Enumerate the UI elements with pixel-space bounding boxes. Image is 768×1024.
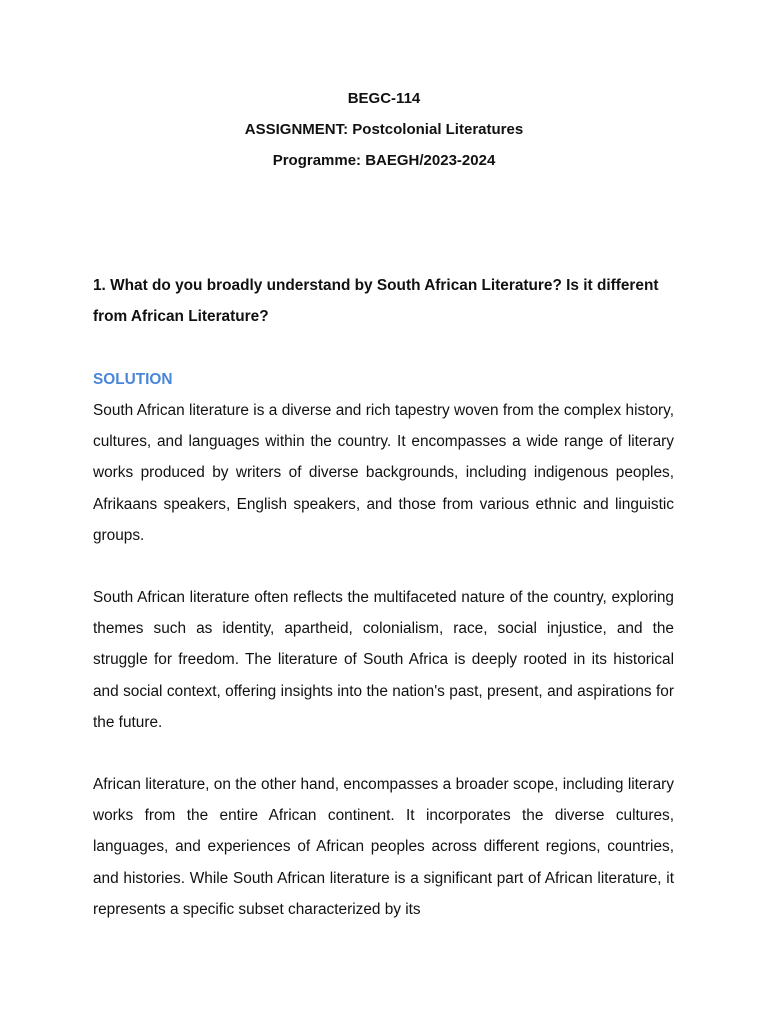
solution-paragraph-3: African literature, on the other hand, encompasses a broader scope, including literary works from the entire African continent. It incorporates the diverse cultures, languages, and experiences of African peoples across different regions, countries, and histories. While South African literature is a significant part of African literature, it represents a specific subset characterized by its <box>93 776 674 918</box>
document-header <box>0 86 768 179</box>
programme-line: Programme: BAEGH/2023-2024 <box>272 152 496 169</box>
solution-paragraph-2: South African literature often reflects the multifaceted nature of the country, exploring themes such as identity, apartheid, colonialism, race, social injustice, and the struggle for freedom. The literature of South Africa is deeply rooted in its historical and social context, offering insights into the nation's past, present, and aspirations for the future. <box>93 589 674 731</box>
document-body <box>93 270 674 925</box>
course-code: BEGC-114 <box>347 90 421 107</box>
assignment-title: ASSIGNMENT: Postcolonial Literatures <box>244 121 524 138</box>
question-heading: 1. What do you broadly understand by South African Literature? Is it different from African Literature? <box>93 277 659 325</box>
solution-label: SOLUTION <box>93 371 173 388</box>
solution-paragraph-1: South African literature is a diverse and rich tapestry woven from the complex history, cultures, and languages within the country. It encompasses a wide range of literary works produced by writers of diverse backgrounds, including indigenous peoples, Afrikaans speakers, English speakers, and those from various ethnic and linguistic groups. <box>93 402 674 544</box>
